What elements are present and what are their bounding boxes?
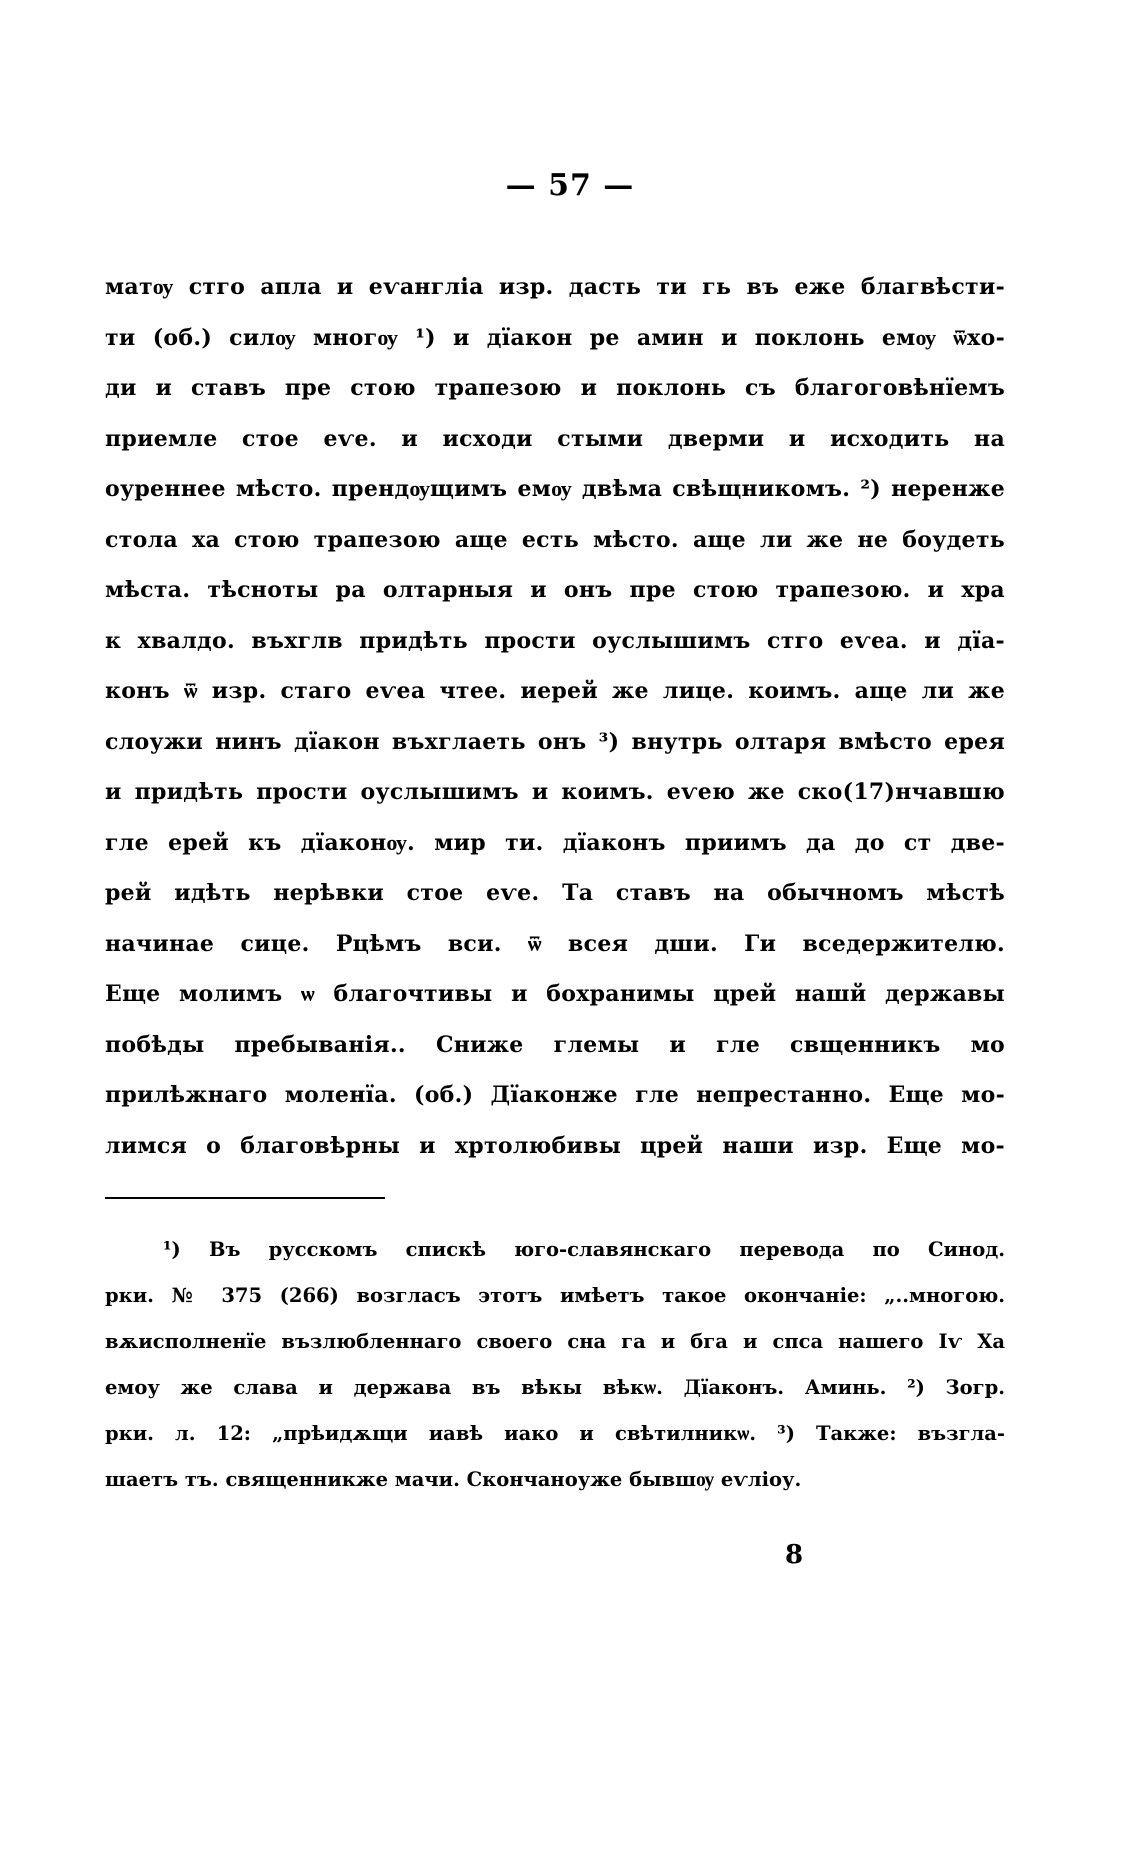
body-line-14: начинае сице. Рцѣмъ вси. ѿ всея дши. Ги вседержителю. (105, 930, 1005, 957)
body-line-4: приемле стое еѵе. и исходи стыми дверми и исходить на (105, 425, 1005, 452)
body-line-3: ди и ставъ пре стою трапезою и поклонь съ благоговѣнїемъ (105, 375, 1005, 401)
body-line-18: лимся о благовѣрны и хртолюбивы црей наши изр. Еще мо- (105, 1132, 1005, 1159)
body-line-9: конъ ѿ изр. стаго еѵеа чтее. иерей же лице. коимъ. аще ли же (105, 678, 1005, 704)
body-text (105, 262, 1005, 1171)
body-line-2: ти (об.) силѹ многѹ ¹) и дїакон ре амин и поклонь емѹ ѿхо- (105, 324, 1005, 351)
body-line-16: побѣды пребыванія.. Сниже глемы и гле свщенникъ мо (105, 1031, 1005, 1058)
body-line-6: стола ха стою трапезою аще есть мѣсто. аще ли же не боудеть (105, 526, 1005, 553)
footnote-line-3: вѫисполненїе възлюбленнаго своего сна га и бга и спса нашего Іѵ Ха (105, 1330, 1005, 1353)
footnote-line-5: рки. л. 12: „прѣидѫщи иавѣ иако и свѣтилникѡ. ³) Также: възгла- (105, 1422, 1005, 1445)
body-line-17: прилѣжнаго моленїа. (об.) Дїаконже гле непрестанно. Еще мо- (105, 1082, 1005, 1108)
body-line-13: рей идѣть нерѣвки стое еѵе. Та ставъ на обычномъ мѣстѣ (105, 880, 1005, 906)
body-line-12: гле ерей къ дїаконѹ. мир ти. дїаконъ приимъ да до ст две- (105, 829, 1005, 856)
footnote-divider (105, 1197, 385, 1199)
body-line-10: слоужи нинъ дїакон въхглаеть онъ ³) внутрь олтаря вмѣсто ерея (105, 728, 1005, 755)
body-line-7: мѣста. тѣсноты ра олтарныя и онъ пре стою трапезою. и хра (105, 577, 1005, 603)
body-line-15: Еще молимъ ѡ благочтивы и бохранимы црей нашй державы (105, 981, 1005, 1007)
footnote-line-6: шаетъ тъ. священникже мачи. Скончаноуже бывшѹ еѵліоу. (105, 1468, 802, 1491)
body-line-1: матѹ стго апла и еѵангліа изр. дасть ти гь въ еже благвѣсти- (105, 274, 1005, 300)
signature-mark: 8 (785, 1540, 804, 1570)
body-line-11: и придѣть прости оуслышимъ и коимъ. еѵею же ско(17)нчавшю (105, 779, 1005, 805)
footnote-line-2: рки. № 375 (266) возгласъ этотъ имѣетъ такое окончаніе: „..многою. (105, 1284, 1005, 1307)
footnote-line-4: емоу же слава и держава въ вѣкы вѣкѡ. Дїаконъ. Аминь. ²) Зогр. (105, 1376, 1005, 1399)
page-number: — 57 — (505, 168, 635, 203)
footnote-line-1: ¹) Въ русскомъ спискѣ юго-славянскаго перевода по Синод. (163, 1238, 1005, 1261)
body-line-8: к хвалдо. въхглв придѣть прости оуслышимъ стго еѵеа. и дїа- (105, 627, 1005, 654)
footnotes (105, 1227, 1005, 1503)
body-line-5: оуреннее мѣсто. прендѹщимъ емѹ двѣма свѣщникомъ. ²) неренже (105, 476, 1005, 502)
